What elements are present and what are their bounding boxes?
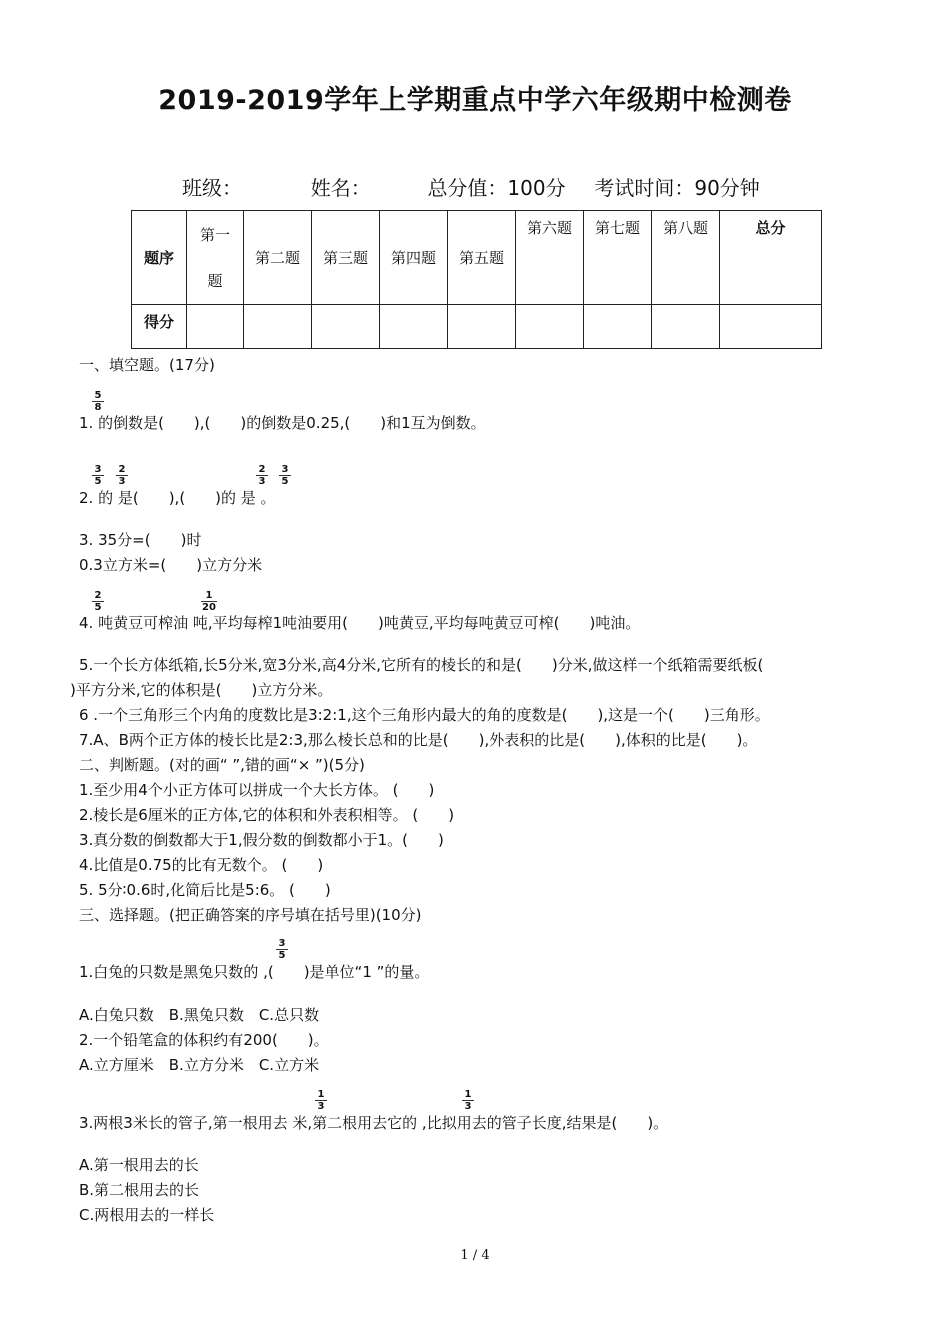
- question-text: 7.A、B两个正方体的棱长比是2:3,那么棱长总和的比是( ),外表积的比是( ),体积的比是( )。: [79, 731, 758, 749]
- fraction: 3 5: [91, 465, 105, 486]
- class-label: 班级：: [182, 176, 242, 200]
- question-text: 5. 5分∶0.6时,化简后比是5:6。 ( ): [79, 881, 331, 899]
- question-text: 1.至少用4个小正方体可以拼成一个大长方体。 ( ): [79, 781, 435, 799]
- fraction: 3 5: [278, 465, 292, 486]
- question-text: 1. 的倒数是( ),( )的倒数是0.25,( )和1互为倒数。: [79, 414, 486, 432]
- question-option: B.第二根用去的长: [79, 1181, 200, 1199]
- section-heading: 二、判断题。(对的画“ ”,错的画“× ”)(5分): [79, 756, 365, 774]
- question-text: 2.棱长是6厘米的正方体,它的体积和外表积相等。 ( ): [79, 806, 455, 824]
- header-cell: 第三题: [312, 211, 380, 305]
- question-option: C.两根用去的一样长: [79, 1206, 215, 1224]
- score-cell[interactable]: [380, 305, 448, 349]
- score-cell[interactable]: [312, 305, 380, 349]
- fraction: 2 3: [255, 465, 269, 486]
- question-text: 1.白兔的只数是黑兔只数的 ,( )是单位“1 ”的量。: [79, 963, 430, 981]
- question-option: A.第一根用去的长: [79, 1156, 199, 1174]
- question-text: 5.一个长方体纸箱,长5分米,宽3分米,高4分米,它所有的棱长的和是( )分米,做这样一个纸箱需要纸板(: [79, 656, 764, 674]
- header-cell: 第八题: [652, 211, 720, 305]
- header-cell: [187, 211, 244, 305]
- fraction: 2 3: [115, 465, 129, 486]
- total-score-label: 总分值：100分: [427, 176, 566, 200]
- score-cell[interactable]: [720, 305, 822, 349]
- fraction: 3 5: [275, 939, 289, 960]
- header-cell: 题序: [132, 211, 187, 305]
- header-cell: 第七题: [584, 211, 652, 305]
- question-text: 2.一个铅笔盒的体积约有200( )。: [79, 1031, 329, 1049]
- header-cell: 第四题: [380, 211, 448, 305]
- exam-time-label: 考试时间：90分钟: [594, 176, 760, 200]
- page-title: 2019-2019学年上学期重点中学六年级期中检测卷: [158, 85, 792, 116]
- header-cell: 第二题: [244, 211, 312, 305]
- score-cell[interactable]: [584, 305, 652, 349]
- score-cell[interactable]: [652, 305, 720, 349]
- score-cell[interactable]: [187, 305, 244, 349]
- question-text: 4.比值是0.75的比有无数个。 ( ): [79, 856, 324, 874]
- fraction: 2 5: [91, 591, 105, 612]
- question-text: 4. 吨黄豆可榨油 吨,平均每榨1吨油要用( )吨黄豆,平均每吨黄豆可榨( )吨油。: [79, 614, 641, 632]
- question-options: A.白兔只数 B.黑兔只数 C.总只数: [79, 1006, 320, 1024]
- q1-bottom: 题: [207, 271, 223, 290]
- question-text: 3.真分数的倒数都大于1,假分数的倒数都小于1。( ): [79, 831, 444, 849]
- score-cell[interactable]: [448, 305, 516, 349]
- question-text: 2. 的 是( ),( )的 是 。: [79, 489, 276, 507]
- section-heading: 三、选择题。(把正确答案的序号填在括号里)(10分): [79, 906, 422, 924]
- question-options: A.立方厘米 B.立方分米 C.立方米: [79, 1056, 320, 1074]
- name-label: 姓名：: [310, 176, 371, 200]
- header-cell: 总分: [720, 211, 822, 305]
- score-cell[interactable]: [244, 305, 312, 349]
- question-text: 6 .一个三角形三个内角的度数比是3:2:1,这个三角形内最大的角的度数是( ),这是一个( )三角形。: [79, 706, 770, 724]
- page-number: 1 / 4: [460, 1248, 490, 1263]
- score-cell[interactable]: [516, 305, 584, 349]
- row-header-cell: 得分: [132, 305, 187, 349]
- question-text: 3. 35分=( )时: [79, 531, 202, 549]
- fraction: 1 20: [202, 590, 216, 613]
- q1-top: 第一: [199, 225, 230, 244]
- fraction: 1 3: [314, 1090, 328, 1111]
- section-heading: 一、填空题。(17分): [79, 356, 215, 374]
- fraction: 1 3: [461, 1090, 475, 1111]
- exam-info: [182, 172, 760, 201]
- header-cell: 第五题: [448, 211, 516, 305]
- header-cell: 第六题: [516, 211, 584, 305]
- question-text: )平方分米,它的体积是( )立方分米。: [70, 681, 333, 699]
- table-row: [132, 305, 822, 349]
- question-text: 0.3立方米=( )立方分米: [79, 556, 263, 574]
- question-text: 3.两根3米长的管子,第一根用去 米,第二根用去它的 ,比拟用去的管子长度,结果是( )。: [79, 1114, 669, 1132]
- fraction: 5 8: [91, 391, 105, 412]
- table-row: [132, 211, 822, 305]
- score-table: [131, 210, 822, 349]
